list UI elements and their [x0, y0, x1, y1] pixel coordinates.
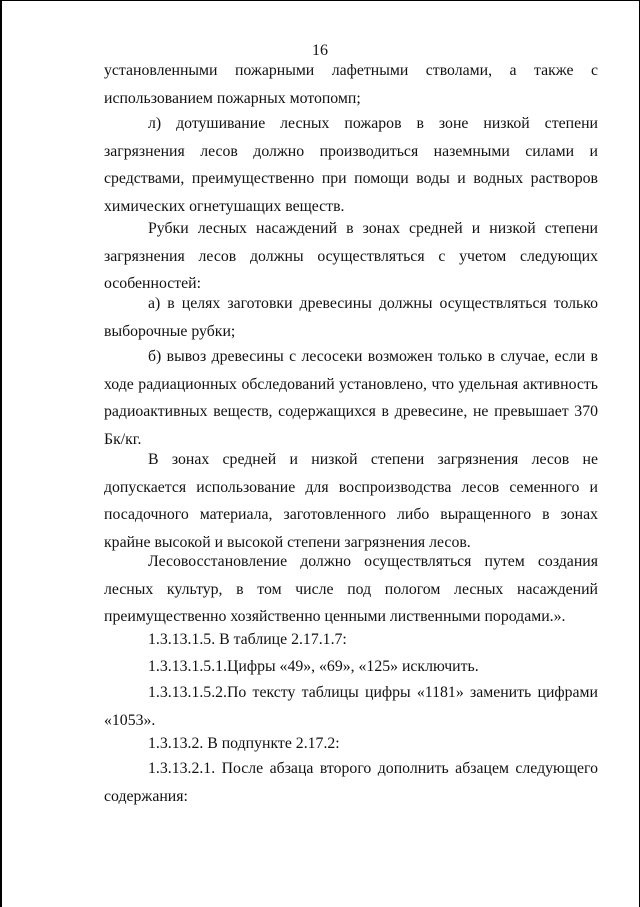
paragraph-seed-material: В зонах средней и низкой степени загрязнения лесов не допускается использование для воспроизводства лесов семенного и посадочного материала, заготовленного либо выращенного в зонах крайне высокой и высокой степени загрязнения лесов.	[104, 451, 598, 551]
paragraph-1-3-13-1-5: 1.3.13.1.5. В таблице 2.17.1.7:	[148, 631, 347, 648]
paragraph-continuation: установленными пожарными лафетными стволами, а также с использованием пожарных мотопомп;	[104, 62, 598, 107]
paragraph-1-3-13-1-5-1: 1.3.13.1.5.1.Цифры «49», «69», «125» исключить.	[148, 658, 479, 675]
paragraph-item-a: а) в целях заготовки древесины должны осуществляться только выборочные рубки;	[104, 295, 598, 340]
page-number: 16	[312, 42, 328, 59]
paragraph-item-b: б) вывоз древесины с лесосеки возможен только в случае, если в ходе радиационных обследований установлено, что удельная активность радиоактивных веществ, содержащихся в древесине, не превышает 370 Бк/кг.	[104, 348, 598, 448]
paragraph-1-3-13-1-5-2: 1.3.13.1.5.2.По тексту таблицы цифры «1181» заменить цифрами «1053».	[104, 684, 598, 729]
paragraph-1-3-13-2-1: 1.3.13.2.1. После абзаца второго дополнить абзацем следующего содержания:	[104, 760, 598, 805]
paragraph-logging-rules: Рубки лесных насаждений в зонах средней и низкой степени загрязнения лесов должны осуществляться с учетом следующих особенностей:	[104, 220, 598, 292]
paragraph-reforestation: Лесовосстановление должно осуществляться путем создания лесных культур, в том числе под пологом лесных насаждений преимущественно хозяйственно ценными лиственными породами.».	[104, 553, 598, 625]
paragraph-1-3-13-2: 1.3.13.2. В подпункте 2.17.2:	[148, 735, 340, 752]
paragraph-item-l: л) дотушивание лесных пожаров в зоне низкой степени загрязнения лесов должно производиться наземными силами и средствами, преимущественно при помощи воды и водных растворов химических огнетушащих веществ.	[104, 115, 598, 215]
